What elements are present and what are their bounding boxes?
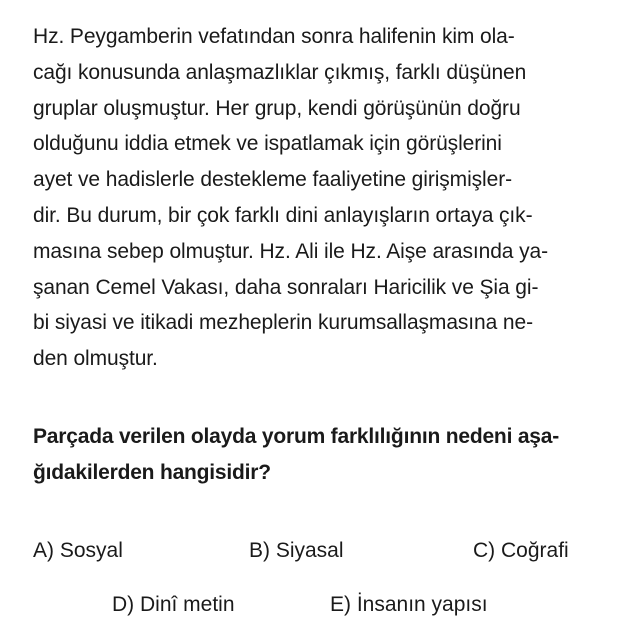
- passage-line: olduğunu iddia etmek ve ispatlamak için görüşlerini: [33, 132, 502, 156]
- option-c[interactable]: C) Coğrafi: [473, 539, 569, 562]
- passage-line: cağı konusunda anlaşmazlıklar çıkmış, farklı düşünen: [33, 60, 527, 84]
- passage-line: dir. Bu durum, bir çok farklı dini anlayışların ortaya çık-: [33, 203, 533, 227]
- passage-line: gruplar oluşmuştur. Her grup, kendi görüşünün doğru: [33, 96, 521, 120]
- option-e[interactable]: E) İnsanın yapısı: [330, 593, 488, 616]
- passage-line: Hz. Peygamberin vefatından sonra halifenin kim ola-: [33, 25, 515, 48]
- question-stem: [33, 419, 593, 490]
- passage-line: şanan Cemel Vakası, daha sonraları Haricilik ve Şia gi-: [33, 275, 539, 299]
- passage-line: bi siyasi ve itikadi mezheplerin kurumsallaşmasına ne-: [33, 311, 533, 335]
- question-line: Parçada verilen olayda yorum farklılığının nedeni aşa-: [33, 425, 560, 448]
- passage-line: masına sebep olmuştur. Hz. Ali ile Hz. Aişe arasında ya-: [33, 239, 548, 263]
- option-b[interactable]: B) Siyasal: [249, 539, 344, 562]
- passage-line: ayet ve hadislerle destekleme faaliyetine girişmişler-: [33, 168, 512, 192]
- passage-line: den olmuştur.: [33, 347, 158, 371]
- option-a[interactable]: A) Sosyal: [33, 539, 123, 562]
- passage-text: [33, 19, 593, 377]
- option-d[interactable]: D) Dinî metin: [112, 593, 235, 616]
- question-line: ğıdakilerden hangisidir?: [33, 460, 271, 484]
